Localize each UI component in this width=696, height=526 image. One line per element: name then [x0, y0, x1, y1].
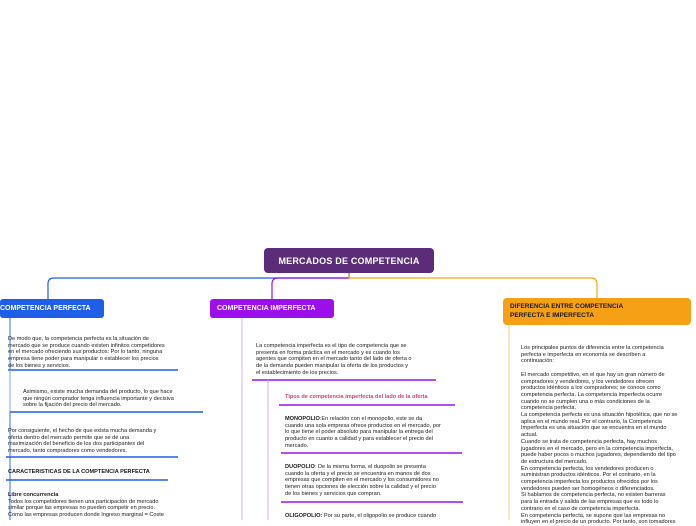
imperfecta-intro[interactable]: La competencia imperfecta es el tipo de competencia que se presenta en forma práctica en el mercado y es cuando los agentes que compiten en el mercado tanto del lado de oferta o de la demanda pueden manipular la oferta de los productos y el establecimiento de los precios.	[256, 343, 412, 376]
oligopolio-body: Por su parte, el oligopolio se produce cuando	[322, 513, 437, 519]
branch-competencia-perfecta[interactable]: COMPETENCIA PERFECTA	[0, 299, 104, 318]
perfecta-caracteristicas[interactable]: CARACTERISTICAS DE LA COMPTENCIA PERFECTA	[8, 469, 150, 475]
connector-root-diferencia	[349, 273, 597, 298]
perfecta-p2[interactable]: Asimismo, existe mucha demanda del producto, lo que hace que ningún comprador tenga influencia importante y decisiva sobre la fijación del precio del mercado.	[23, 389, 174, 409]
imperfecta-oligopolio[interactable]	[285, 513, 436, 520]
imperfecta-tipos[interactable]: Tipos de competencia imperfecta del lado de la oferta	[285, 394, 428, 400]
perfecta-p3[interactable]: Por consiguiente, el hecho de que exista mucha demanda y oferta dentro del mercado permite que se dé una maximización del beneficio de los dos participantes del mercado, tanto compradores como vendedores.	[8, 428, 157, 455]
monopolio-title: MONOPOLIO	[285, 416, 320, 422]
root-node[interactable]: MERCADOS DE COMPETENCIA	[264, 248, 434, 273]
imperfecta-monopolio[interactable]	[285, 416, 441, 450]
connector-root-perfecta	[48, 273, 349, 299]
branch-diferencia-label: DIFERENCIA ENTRE COMPETENCIA PERFECTA E IMPERFECTA	[510, 303, 624, 319]
branch-competencia-imperfecta[interactable]: COMPETENCIA IMPERFECTA	[210, 299, 334, 318]
branch-diferencia[interactable]	[503, 298, 691, 325]
libre-title: Libre concurrencia	[8, 492, 59, 498]
monopolio-body: :En relación con el monopolio, este se da cuando una sola empresa ofrece productos en el mercado, por lo que tiene el poder absoluto para manipular la entrega del producto en cuanto a calidad y para establecer el precio del mercado.	[285, 416, 441, 449]
libre-body: Todos los competidores tienen una participación de mercado similar porque las empresas no pueden competir en precio. Como las empresas producen donde Ingreso marginal = Coste	[8, 498, 164, 519]
diferencia-body[interactable]: Los principales puntos de diferencia entre la competencia perfecta e imperfecta en economía se describen a continuación: El mercado competitivo, en el que hay un gran número de compradores y vendedores, y los vendedores ofrecen productos idénticos a los compradores; se conoce como competencia perfecta. La competencia imperfecta ocurre cuando no se cumplen una o más condiciones de la competencia perfecta. La competencia perfecta es una situación hipotética, que no se aplica en el mundo real. Por el contrario, la Competencia Imperfecta es una situación que se encuentra en el mundo actual. Cuando se trata de competencia perfecta, hay muchos jugadores en el mercado, pero en la competencia imperfecta, puede haber pocos o muchos jugadores, dependiendo del tipo de estructura del mercado. En competencia perfecta, los vendedores producen o suministran productos idénticos. Por el contrario, en la competencia imperfecta los productos ofrecidos por los vendedores pueden ser homogéneos o diferenciados. Si hablamos de competencia perfecta, no existen barreras para la entrada y salida de las empresas que es todo lo contrario en el caso de competencia imperfecta. En competencia perfecta, se supone que las empresas no influyen en el precio de un producto. Por tanto, son tomadores	[521, 345, 678, 526]
oligopolio-title: OLIGOPOLIO:	[285, 513, 323, 519]
perfecta-libre-concurrencia[interactable]	[8, 492, 164, 519]
imperfecta-duopolio[interactable]	[285, 464, 439, 498]
perfecta-p1[interactable]: De modo que, la competencia perfecta es la situación de mercado que se produce cuando existen infinitos competidores en el mercado ofreciendo sus productos: Por lo tanto, ninguna empresa tiene poder para manipular o establecer los precios de los bienes y servicios.	[8, 336, 165, 369]
duopolio-title: DUOPOLIO	[285, 464, 315, 470]
connector-root-imperfecta	[272, 273, 349, 299]
duopolio-body: : De la misma forma, el duopolio se presenta cuando la oferta y el precio se encuentra en manos de dos empresas que compiten en el mercado y los consumidores no tienen otras opciones de elección sobre la calidad y el precio de los bienes y servicios que compran.	[285, 464, 439, 497]
